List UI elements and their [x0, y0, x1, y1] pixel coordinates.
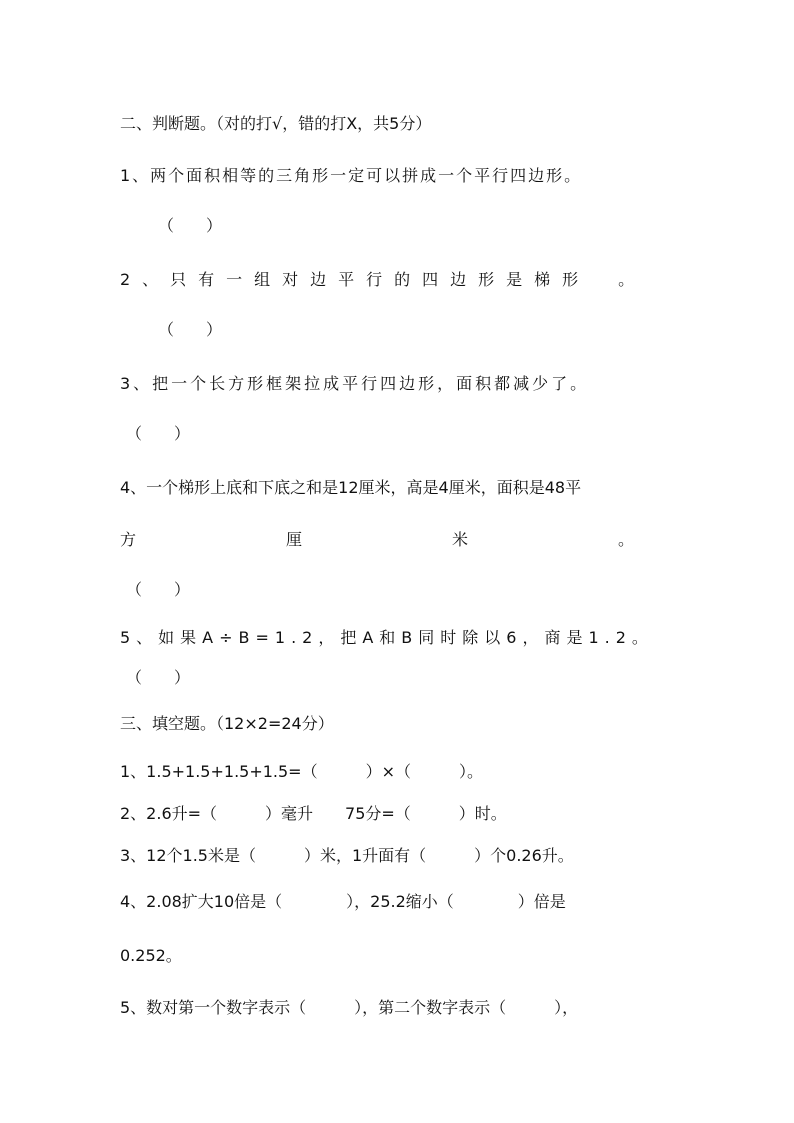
- judge-item-2-answer[interactable]: （ ）: [158, 320, 223, 339]
- judge-item-1: 1、两个面积相等的三角形一定可以拼成一个平行四边形。: [120, 166, 583, 185]
- judge-item-2: 2、只有一组对边平行的四边形是梯形 。: [120, 270, 647, 289]
- fill-item-5: 5、数对第一个数字表示（ ），第二个数字表示（ ），: [120, 998, 579, 1017]
- judge-item-5-answer[interactable]: （ ）: [126, 668, 191, 687]
- section2-heading: 二、判断题。（对的打√，错的打X，共5分）: [120, 114, 432, 133]
- judge-item-4: 4、一个梯形上底和下底之和是12厘米，高是4厘米，面积是48平: [120, 478, 582, 497]
- fill-item-4-cont: 0.252。: [120, 946, 182, 965]
- judge-item-3: 3、把一个长方形框架拉成平行四边形，面积都减少了。: [120, 374, 590, 393]
- fill-item-2: 2、2.6升=（ ）毫升 75分=（ ）时。: [120, 804, 507, 823]
- fill-item-4: 4、2.08扩大10倍是（ ），25.2缩小（ ）倍是: [120, 892, 566, 911]
- fill-item-3: 3、12个1.5米是（ ）米，1升面有（ ）个0.26升。: [120, 846, 574, 865]
- judge-item-5: 5、如果A÷B=1.2，把A和B同时除以6，商是1.2。: [120, 628, 654, 647]
- judge-item-4-answer[interactable]: （ ）: [126, 580, 191, 599]
- fill-item-1: 1、1.5+1.5+1.5+1.5=（ ）×（ ）。: [120, 762, 483, 781]
- judge-item-4-cont: 方厘米。: [120, 530, 785, 549]
- judge-item-3-answer[interactable]: （ ）: [126, 424, 191, 443]
- judge-item-1-answer[interactable]: （ ）: [158, 216, 223, 235]
- section3-heading: 三、填空题。（12×2=24分）: [120, 714, 334, 733]
